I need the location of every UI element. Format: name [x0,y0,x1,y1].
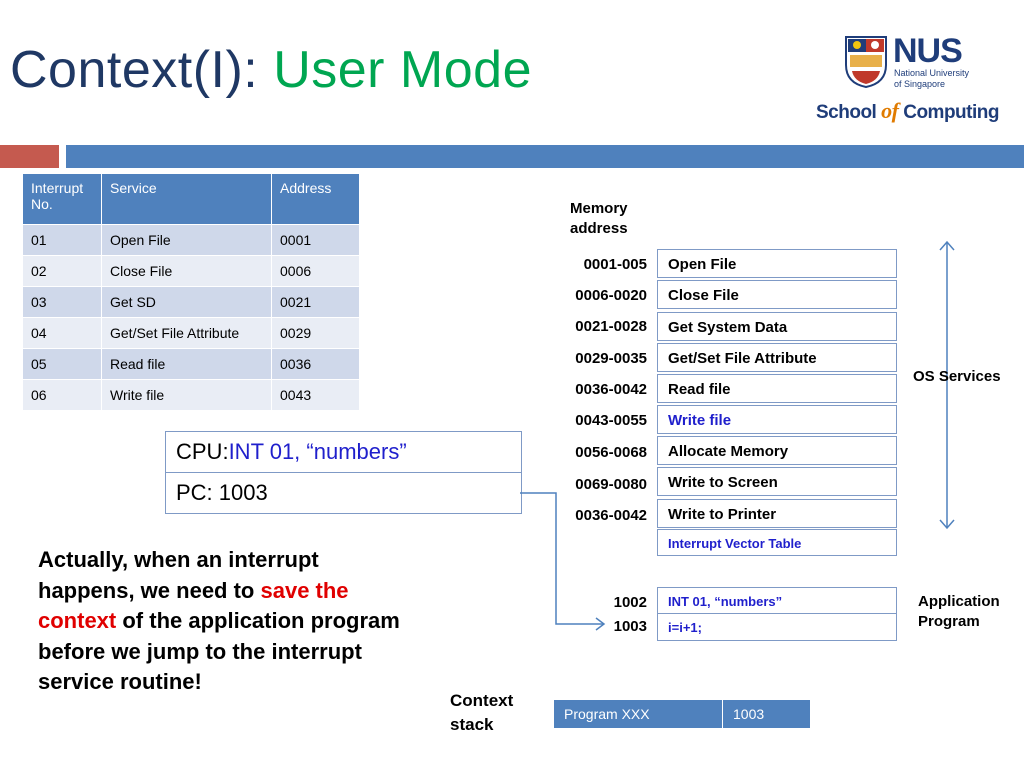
cell-interrupt-no: 01 [23,225,102,256]
cell-address: 0036 [272,349,360,380]
app-cell-int: INT 01, “numbers” [657,587,897,614]
cell-interrupt-no: 05 [23,349,102,380]
logo-school-of: of [881,98,899,123]
logo-school [816,98,999,124]
memory-address: 0036-0042 [575,507,647,524]
cell-interrupt-no: 03 [23,287,102,318]
cell-address: 0029 [272,318,360,349]
memory-address: 0001-005 [583,256,647,273]
cell-address: 0021 [272,287,360,318]
cell-service: Close File [102,256,272,287]
nus-logo [816,30,999,130]
cell-interrupt-no: 06 [23,380,102,411]
memory-cell-open-file: Open File [657,249,897,278]
cell-address: 0043 [272,380,360,411]
memory-address: 0029-0035 [575,350,647,367]
context-label-line-1: Context [450,691,514,710]
table-row [23,380,360,411]
cpu-row [166,432,521,472]
logo-school-post: Computing [898,102,999,123]
pc-pointer-arrow-icon [520,488,620,633]
context-cell-program: Program XXX [554,700,723,729]
application-program-label [918,592,1000,632]
table-row [23,287,360,318]
header-service: Service [102,174,272,225]
logo-name: NUS [893,32,962,70]
application-label-line-1: Application [918,593,1000,610]
logo-school-pre: School [816,102,882,123]
memory-cell-read-file: Read file [657,374,897,403]
table-row [23,225,360,256]
memory-address: 0043-0055 [575,412,647,429]
header-address: Address [272,174,360,225]
header-bar-red [0,145,59,168]
explanation-part-2: of the application program before we jump to the interrupt service routine! [38,608,400,694]
context-stack-table [553,699,811,729]
memory-cell-get-system-data: Get System Data [657,312,897,341]
memory-cell-file-attribute: Get/Set File Attribute [657,343,897,372]
context-cell-pc: 1003 [723,700,811,729]
context-stack-label [450,689,513,737]
logo-line-1: National University [894,68,970,78]
context-label-line-2: stack [450,715,494,734]
cell-service: Read file [102,349,272,380]
memory-address-header: Memory address [570,200,628,237]
title-highlight: User Mode [273,41,532,99]
os-services-arrow-icon [935,238,959,532]
cell-address: 0006 [272,256,360,287]
memory-cell-close-file: Close File [657,280,897,309]
memory-cell-write-to-screen: Write to Screen [657,467,897,496]
explanation-text [38,545,418,698]
memory-cell-write-file: Write file [657,405,897,434]
explanation-highlight: save the context [38,577,349,633]
memory-address: 0021-0028 [575,318,647,335]
app-address: 1003 [613,618,647,635]
interrupt-vector-table: Interrupt Vector Table [657,529,897,556]
slide-title [10,40,532,100]
memory-address: 0036-0042 [575,381,647,398]
table-row [23,349,360,380]
pc-row: PC: 1003 [166,472,521,513]
cell-address: 0001 [272,225,360,256]
table-row [23,256,360,287]
app-address: 1002 [613,594,647,611]
memory-cell-write-to-printer: Write to Printer [657,499,897,528]
memory-cell-allocate-memory: Allocate Memory [657,436,897,465]
cell-service: Get/Set File Attribute [102,318,272,349]
cell-interrupt-no: 04 [23,318,102,349]
title-prefix: Context(I): [10,41,259,99]
cell-service: Write file [102,380,272,411]
application-label-line-2: Program [918,613,980,630]
memory-address: 0006-0020 [575,287,647,304]
cell-service: Get SD [102,287,272,318]
cpu-box [165,431,522,514]
memory-address: 0069-0080 [575,476,647,493]
table-row [554,700,811,729]
os-services-label: OS Services [913,368,1001,385]
explanation-part-1: Actually, when an interrupt happens, we need to [38,547,319,603]
app-cell-increment: i=i+1; [657,613,897,641]
cell-service: Open File [102,225,272,256]
nus-crest-icon [844,35,888,89]
interrupt-table [22,173,360,411]
interrupt-table-header [23,174,360,225]
table-row [23,318,360,349]
cell-interrupt-no: 02 [23,256,102,287]
header-bar-blue [66,145,1024,168]
header-interrupt-no: Interrupt No. [23,174,102,225]
memory-address: 0056-0068 [575,444,647,461]
logo-line-2: of Singapore [894,79,946,89]
cpu-label: CPU: [176,439,229,464]
cpu-instruction: INT 01, “numbers” [228,439,407,464]
